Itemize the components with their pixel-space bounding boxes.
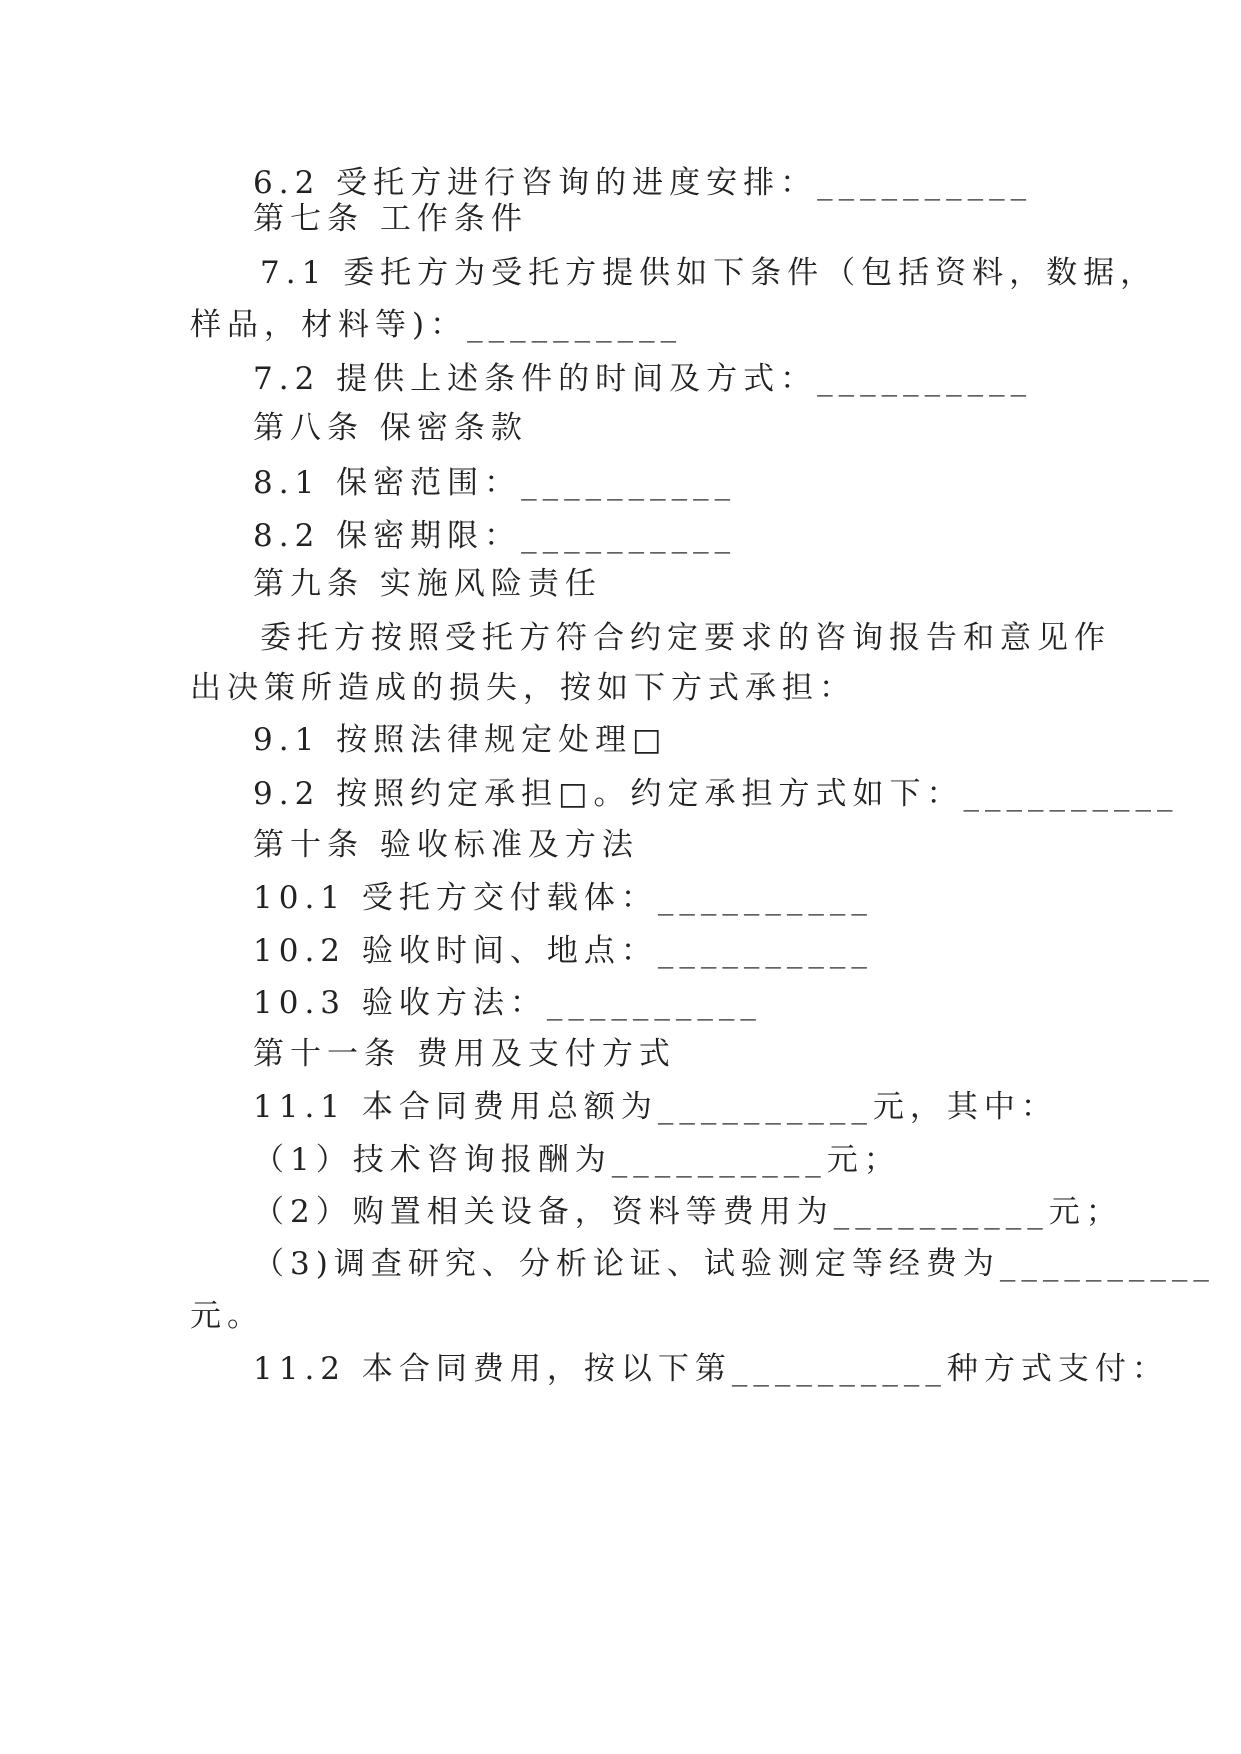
clause-11-1-item-1: （1）技术咨询报酬为__________元； bbox=[253, 1142, 901, 1178]
clause-7-1-cont: 样品，材料等)：__________ bbox=[190, 307, 683, 343]
clause-11-1-item-3: （3)调查研究、分析论证、试验测定等经费为__________ bbox=[253, 1246, 1215, 1282]
clause-7-2: 7.2 提供上述条件的时间及方式：__________ bbox=[253, 361, 1033, 397]
clause-11-1: 11.1 本合同费用总额为__________元，其中： bbox=[253, 1089, 1058, 1125]
clause-11-1-item-3-cont: 元。 bbox=[190, 1298, 264, 1334]
article-9-body: 委托方按照受托方符合约定要求的咨询报告和意见作 bbox=[260, 620, 1111, 656]
clause-6-2: 6.2 受托方进行咨询的进度安排：__________ bbox=[253, 165, 1033, 201]
clause-10-3: 10.3 验收方法：__________ bbox=[253, 985, 762, 1021]
clause-8-2: 8.2 保密期限：__________ bbox=[253, 518, 737, 554]
article-7-heading: 第七条 工作条件 bbox=[253, 201, 528, 237]
clause-7-1: 7.1 委托方为受托方提供如下条件（包括资料，数据， bbox=[260, 255, 1158, 291]
clause-11-1-item-2: （2）购置相关设备，资料等费用为__________元； bbox=[253, 1194, 1123, 1230]
clause-9-2: 9.2 按照约定承担□。约定承担方式如下：__________ bbox=[253, 776, 1179, 812]
clause-10-2: 10.2 验收时间、地点：__________ bbox=[253, 933, 873, 969]
clause-11-2: 11.2 本合同费用，按以下第__________种方式支付： bbox=[253, 1351, 1169, 1387]
clause-10-1: 10.1 受托方交付载体：__________ bbox=[253, 880, 873, 916]
article-8-heading: 第八条 保密条款 bbox=[253, 410, 528, 446]
article-10-heading: 第十条 验收标准及方法 bbox=[253, 827, 639, 863]
clause-8-1: 8.1 保密范围：__________ bbox=[253, 465, 737, 501]
clause-9-1: 9.1 按照法律规定处理□ bbox=[253, 722, 668, 758]
article-11-heading: 第十一条 费用及支付方式 bbox=[253, 1036, 676, 1072]
article-9-body-cont: 出决策所造成的损失，按如下方式承担： bbox=[190, 670, 856, 706]
article-9-heading: 第九条 实施风险责任 bbox=[253, 566, 602, 602]
